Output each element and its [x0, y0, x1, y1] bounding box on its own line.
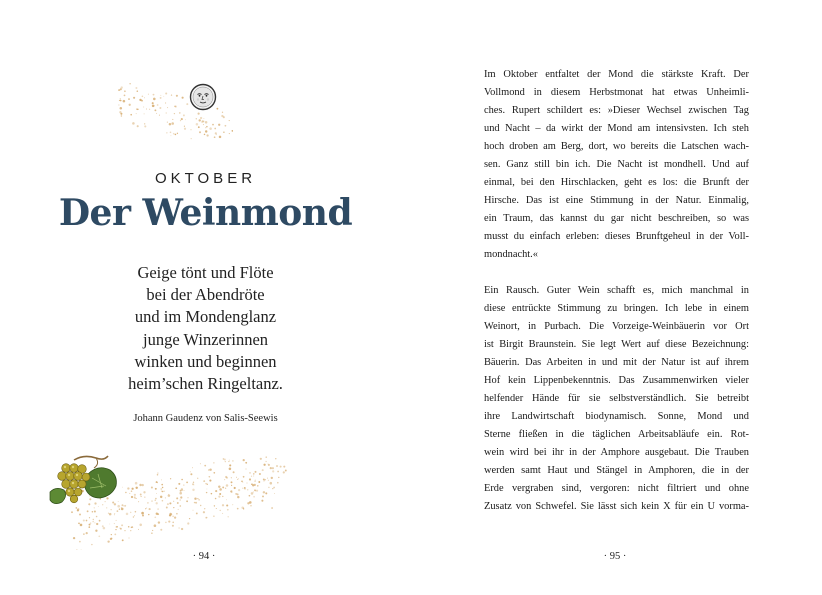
poem-line: Geige tönt und Flöte — [137, 263, 274, 282]
moon-face-icon — [189, 83, 217, 111]
text-line: Vollmond in diesem Herbstmonat hat etwas Unheimli- — [484, 87, 749, 98]
text-line: Hirsche. Das ist eine Stimmung in der Natur. Einmalig, — [484, 195, 749, 206]
text-line: und Nacht – da wirkt der Mond am intensivsten. Ich steh — [484, 123, 749, 134]
text-line: ihre Landwirtschaft biodynamisch. Sonne, Mond und — [484, 411, 749, 422]
text-line: werden samt Haut und Stängel in Amphoren, die in der — [484, 465, 749, 476]
text-line: sen. Ganz still bin ich. Die Nacht ist mondhell. Und auf — [484, 159, 749, 170]
text-line: Weinort, in Purbach. Die Vorzeige-Weinbäuerin vor Ort — [484, 321, 749, 332]
poem-line: winken und beginnen — [134, 351, 277, 371]
text-line: Hof kein Lippenbekenntnis. Das Zusammenwirken vieler — [484, 375, 749, 386]
poem-line: heim’schen Ringeltanz. — [128, 374, 283, 394]
month-label: OKTOBER — [154, 170, 257, 187]
text-line: Zusatz von Schwefel. Sie lässt sich kein X für ein U vorma- — [484, 501, 749, 512]
page-number: · 95 · — [603, 551, 627, 562]
text-line: ches. Rupert schildert es: »Dieser Wechsel zwischen Tag — [484, 105, 749, 116]
text-line: helfender Hände für sie selbstverständlich. Sie betreibt — [484, 393, 749, 404]
text-line: mondnacht.« — [484, 249, 538, 260]
text-line: Sterne fließen in die täglichen Arbeitsabläufe ein. Rot- — [484, 429, 749, 440]
poem — [0, 262, 411, 395]
paragraph — [484, 66, 749, 264]
poem-author: Johann Gaudenz von Salis-Seewis — [133, 413, 278, 424]
poem-line: und im Mondenglanz — [134, 307, 277, 327]
body-text — [484, 66, 749, 516]
grape-vine-icon — [44, 452, 122, 520]
text-line: ist Birgit Braunstein. Sie legt Wert auf diese Bezeichnung: — [484, 339, 749, 350]
text-line: einmal, bei den Hirschlacken, geht es los: die Brunft der — [484, 177, 749, 188]
text-line: hoch droben am Berg, dort, wo bereits die Latschen wach- — [484, 141, 749, 152]
paragraph — [484, 282, 749, 516]
page-number: · 94 · — [192, 551, 216, 562]
text-line: ein Traum, das kannst du gar nicht beschreiben, so was — [484, 213, 749, 224]
right-page — [411, 0, 822, 595]
chapter-title: Der Weinmond — [58, 192, 353, 234]
text-line: diese entrückte Stimmung zu bringen. Ich lebe in einem — [484, 303, 749, 314]
text-line: Ein Rausch. Guter Wein schafft es, mich manchmal in — [484, 285, 749, 296]
text-line: Im Oktober entfaltet der Mond die stärkste Kraft. Der — [484, 69, 749, 80]
text-line: Erde vergraben sind, vergoren: nicht filtriert und ohne — [484, 483, 749, 494]
poem-line: junge Winzerinnen — [142, 329, 269, 349]
text-line: musst du einfach erleben: dieses Brunftgeheul in der Voll- — [484, 231, 749, 242]
text-line: wein wird bei ihr in der Amphore ausgebaut. Die Trauben — [484, 447, 749, 458]
poem-line: bei der Abendröte — [146, 285, 265, 305]
text-line: Bäuerin. Das Arbeiten in und mit der Natur ist auf ihrem — [484, 357, 749, 368]
